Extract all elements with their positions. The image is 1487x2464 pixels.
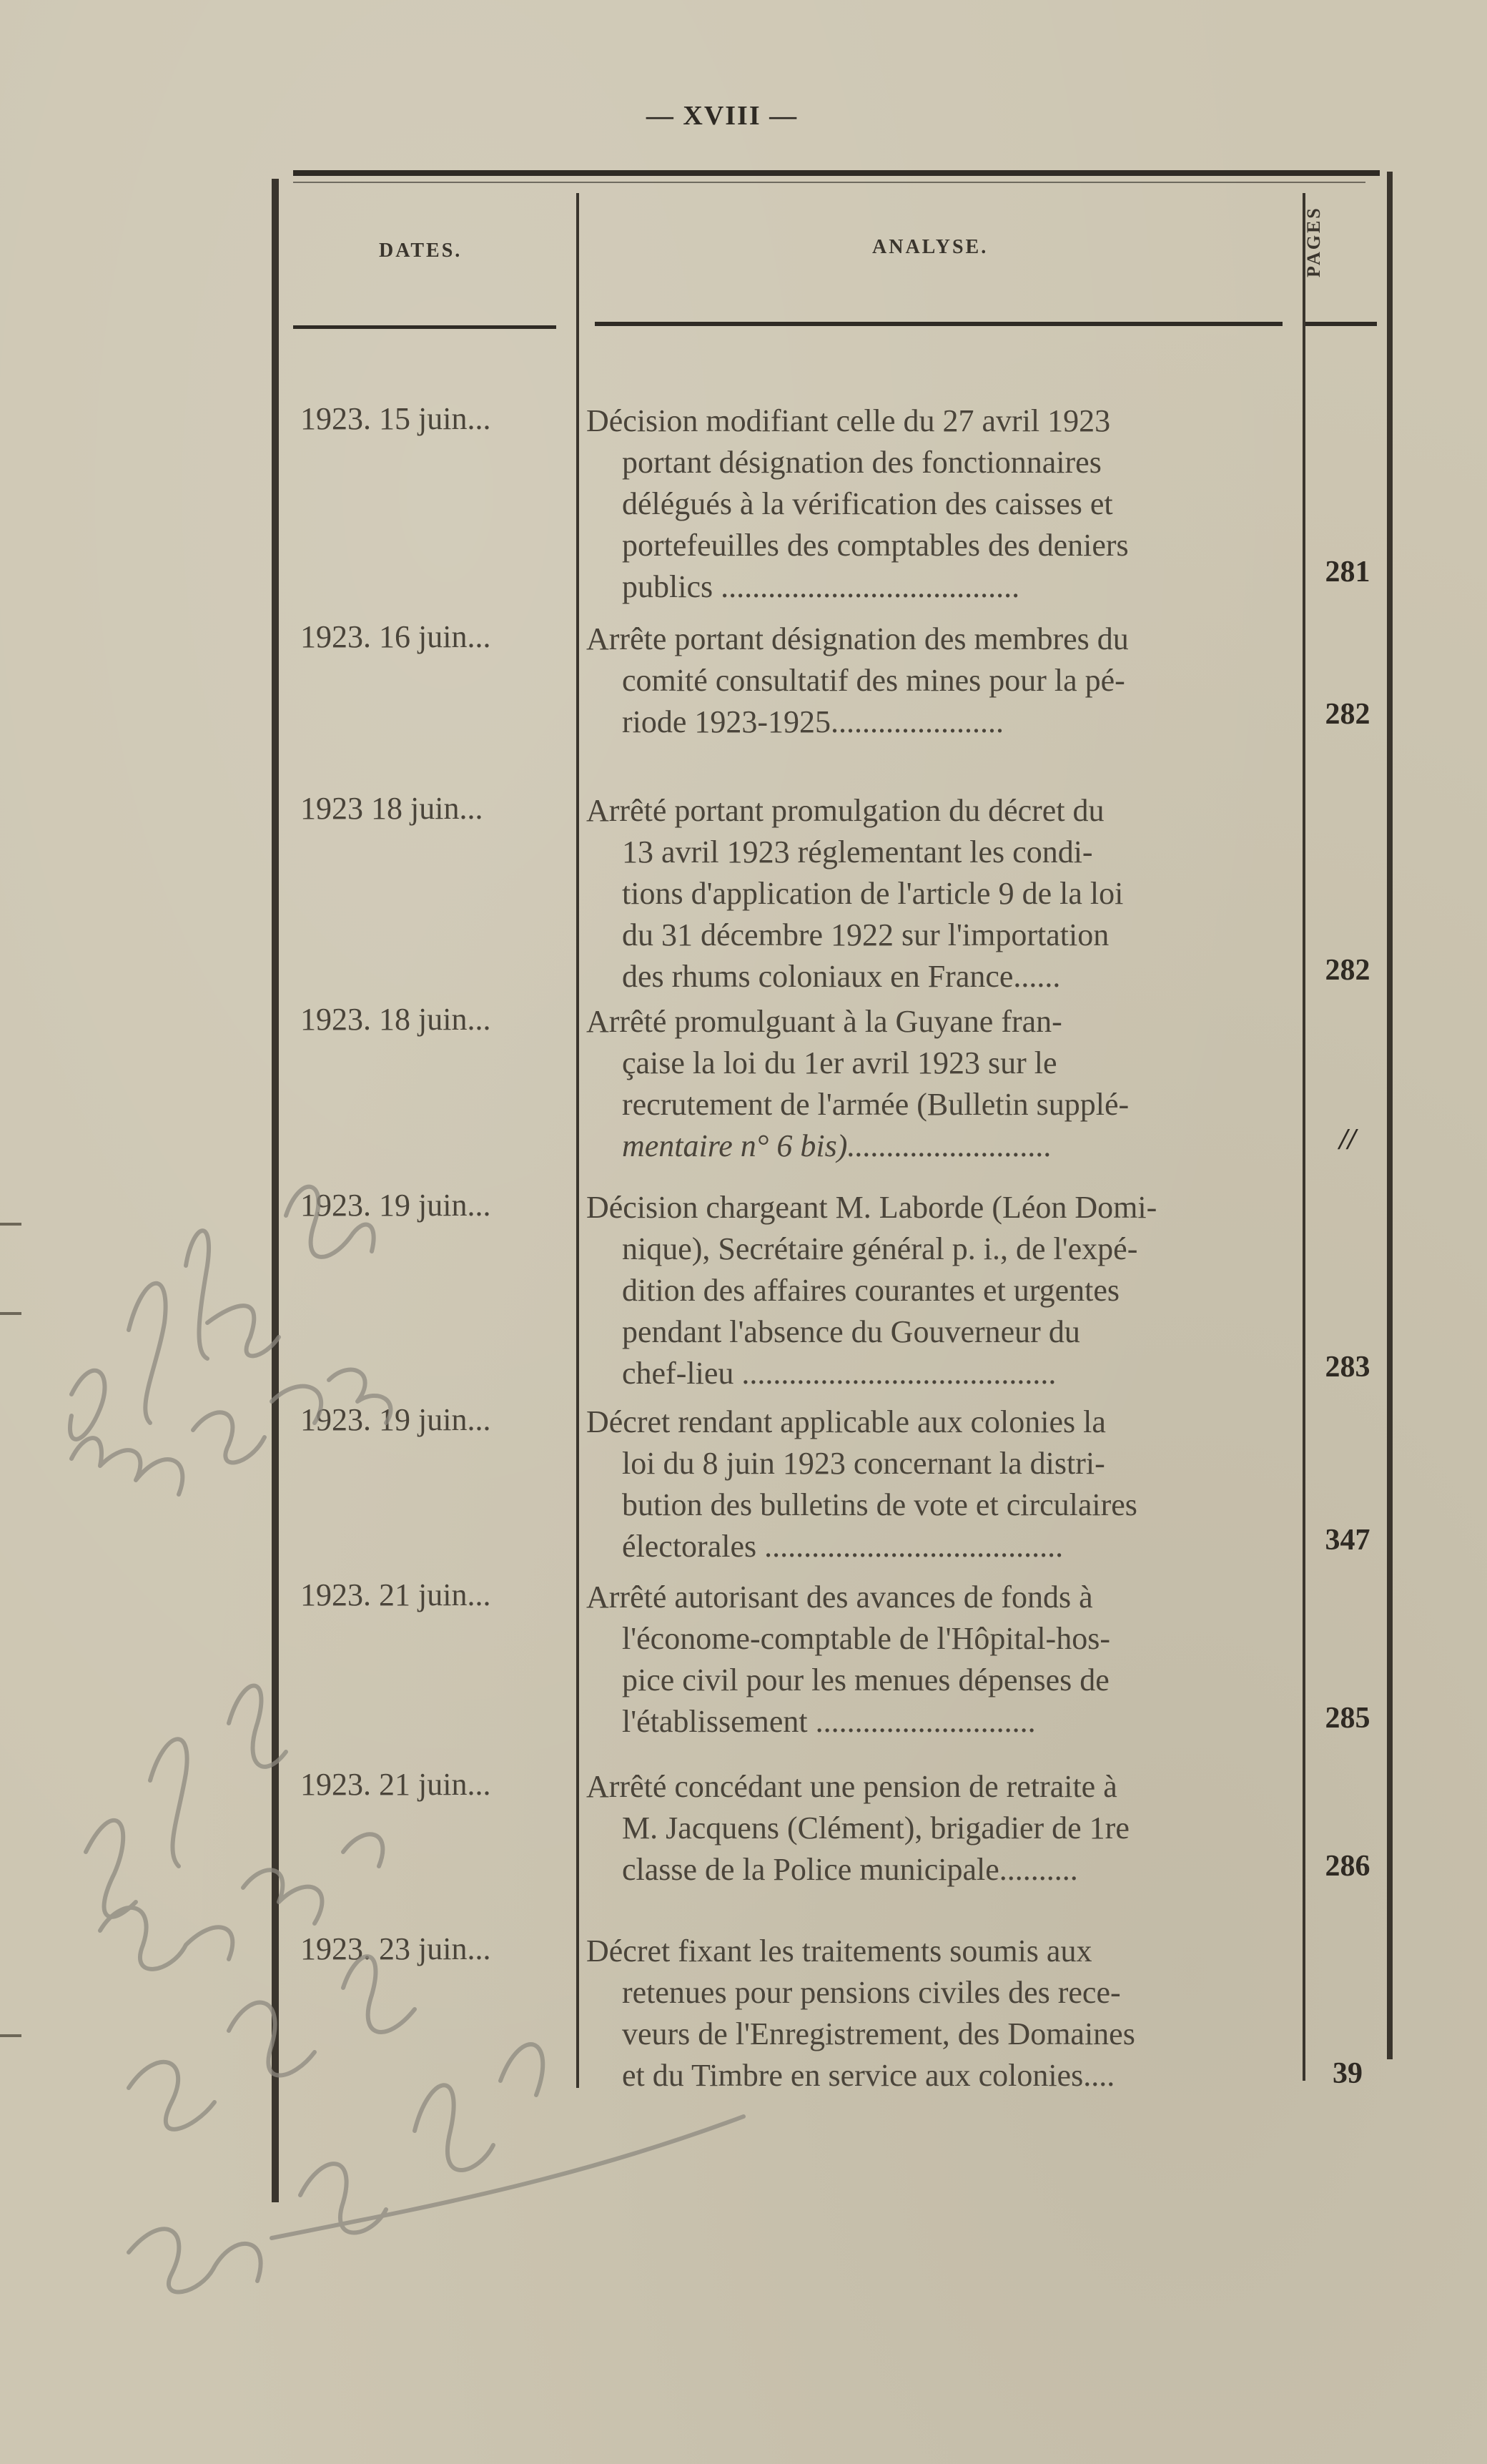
entry-page: 347: [1325, 1524, 1370, 1557]
entry-line: du 31 décembre 1922 sur l'importation: [622, 917, 1110, 952]
entry-line: Décision chargeant M. Laborde (Léon Domi-: [586, 1190, 1157, 1225]
entry-line: classe de la Police municipale..........: [622, 1852, 1078, 1887]
right-border: [1387, 172, 1393, 2059]
entry-date: 1923. 23 juin...: [300, 1931, 491, 1966]
entry-analyse: [586, 400, 1294, 608]
entry-line: dition des affaires courantes et urgentes: [622, 1273, 1120, 1308]
header-rule-dates: [293, 325, 556, 329]
entry-line: retenues pour pensions civiles des rece-: [622, 1975, 1121, 2010]
entry-line: des rhums coloniaux en France......: [622, 959, 1061, 994]
margin-tick: [0, 1223, 21, 1226]
entry-date: 1923 18 juin...: [300, 791, 483, 826]
entry-page: 39: [1333, 2057, 1363, 2090]
margin-tick: [0, 1312, 21, 1315]
entry-page: 282: [1325, 954, 1370, 987]
entry-date: 1923. 19 juin...: [300, 1188, 491, 1223]
entry-date: 1923. 21 juin...: [300, 1577, 491, 1612]
entry-line: Décret fixant les traitements soumis aux: [586, 1933, 1092, 1968]
entry-line: pice civil pour les menues dépenses de: [622, 1662, 1110, 1697]
entry-line: chef-lieu ........................................: [622, 1356, 1057, 1391]
entry-line: pendant l'absence du Gouverneur du: [622, 1314, 1080, 1349]
entry-line: nique), Secrétaire général p. i., de l'expé-: [622, 1231, 1138, 1266]
entry-page: 281: [1325, 556, 1370, 588]
header-analyse: ANALYSE.: [872, 236, 989, 258]
entry-date: 1923. 19 juin...: [300, 1402, 491, 1437]
entry-line: Décision modifiant celle du 27 avril 1923: [586, 403, 1111, 438]
entry-line: Décret rendant applicable aux colonies la: [586, 1404, 1106, 1439]
entry-line: électorales ......................................: [622, 1529, 1064, 1564]
entry-date: 1923. 21 juin...: [300, 1767, 491, 1802]
entry-line: çaise la loi du 1er avril 1923 sur le: [622, 1045, 1057, 1080]
entry-date: 1923. 15 juin...: [300, 401, 491, 436]
entry-line: Arrête portant désignation des membres du: [586, 621, 1129, 656]
margin-tick: [0, 2034, 21, 2037]
entry-line: 13 avril 1923 réglementant les condi-: [622, 834, 1093, 869]
entry-analyse: [586, 619, 1294, 743]
entry-line: veurs de l'Enregistrement, des Domaines: [622, 2016, 1135, 2051]
handwritten-annotation: [43, 1094, 758, 2310]
entry-line: l'économe-comptable de l'Hôpital-hos-: [622, 1621, 1110, 1656]
entry-line: portant désignation des fonctionnaires: [622, 445, 1102, 480]
entry-date: 1923. 18 juin...: [300, 1002, 491, 1037]
top-rule-thin: [293, 182, 1365, 183]
entry-line: mentaire n° 6 bis)..........................: [622, 1128, 1052, 1163]
entry-line: M. Jacquens (Clément), brigadier de 1re: [622, 1810, 1130, 1845]
entry-line: et du Timbre en service aux colonies....: [622, 2058, 1115, 2093]
entry-line: loi du 8 juin 1923 concernant la distri-: [622, 1446, 1105, 1481]
entry-line: Arrêté portant promulgation du décret du: [586, 793, 1105, 828]
entry-line: tions d'application de l'article 9 de la loi: [622, 876, 1124, 911]
entry-line: comité consultatif des mines pour la pé-: [622, 663, 1125, 698]
entry-line: recrutement de l'armée (Bulletin supplé-: [622, 1087, 1130, 1122]
page-folio: — XVIII —: [646, 101, 799, 131]
entry-analyse: [586, 790, 1294, 997]
entry-page: 285: [1325, 1702, 1370, 1735]
entry-page: 282: [1325, 698, 1370, 731]
entry-line: bution des bulletins de vote et circulaires: [622, 1487, 1137, 1522]
entry-line: riode 1923-1925......................: [622, 704, 1004, 739]
entry-line: portefeuilles des comptables des deniers: [622, 528, 1129, 563]
entry-date: 1923. 16 juin...: [300, 619, 491, 654]
entry-line: Arrêté autorisant des avances de fonds à: [586, 1580, 1093, 1615]
header-dates: DATES.: [379, 240, 463, 262]
entry-line: Arrêté promulguant à la Guyane fran-: [586, 1004, 1062, 1039]
header-pages: PAGES: [1303, 206, 1324, 277]
entry-line: publics ......................................: [622, 569, 1020, 604]
entry-line: Arrêté concédant une pension de retraite à: [586, 1769, 1117, 1804]
header-rule-analyse: [595, 322, 1283, 326]
entry-page: 283: [1325, 1351, 1370, 1384]
top-rule: [293, 170, 1380, 176]
analyse-column-divider: [1303, 193, 1305, 2081]
entry-page: 286: [1325, 1850, 1370, 1883]
entry-line: l'établissement ............................: [622, 1704, 1036, 1739]
header-rule-pages: [1305, 322, 1377, 326]
entry-page: //: [1339, 1123, 1356, 1156]
entry-line: délégués à la vérification des caisses et: [622, 486, 1113, 521]
